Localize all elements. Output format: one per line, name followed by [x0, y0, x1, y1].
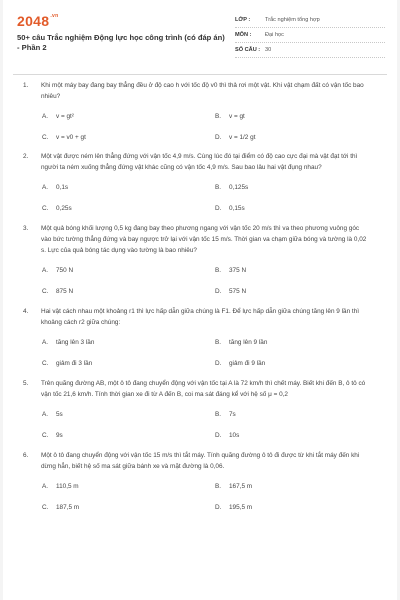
meta-table — [235, 13, 385, 58]
question-list — [3, 80, 397, 510]
options-grid — [3, 173, 397, 211]
meta-value: Trắc nghiệm tổng hợp — [265, 17, 320, 23]
meta-value: Đại học — [265, 32, 284, 38]
options-grid — [3, 102, 397, 140]
options-grid — [3, 400, 397, 438]
option-c[interactable]: C. 9s — [42, 432, 63, 439]
question-body: Một vật được ném lên thẳng đứng với vận tốc 4,9 m/s. Cùng lúc đó tại điểm có độ cao cực đại mà vật đạt tới thì người ta ném xuống thẳng đứng vật khác cũng có vận tốc 4,9 m/s. Sau bao lâu hai vật đụng nhau? — [41, 153, 358, 171]
option-a[interactable]: A. v = gt² — [42, 113, 74, 120]
meta-label: MÔN : — [235, 32, 252, 38]
option-a[interactable]: A. 110,5 m — [42, 483, 79, 490]
question-text — [3, 151, 397, 173]
option-d[interactable]: D. 0,15s — [215, 205, 245, 212]
option-a[interactable]: A. tăng lên 3 lần — [42, 339, 95, 346]
option-d[interactable]: D. 575 N — [215, 288, 247, 295]
question-block — [3, 306, 397, 366]
option-a[interactable]: A. 5s — [42, 411, 63, 418]
meta-row-subject — [235, 28, 385, 43]
question-number: 6. — [23, 452, 29, 459]
question-number: 1. — [23, 82, 29, 89]
question-block — [3, 223, 397, 294]
question-text — [3, 223, 397, 256]
meta-label: LỚP : — [235, 17, 251, 23]
question-block — [3, 80, 397, 140]
question-body: Một quả bóng khối lượng 0,5 kg đang bay theo phương ngang với vận tốc 20 m/s thì va theo phương vuông góc vào bức tường thẳng đứng và bay ngược trở lại với vận tốc 15 m/s. Thời gian va chạm giữa bóng và tường là 0,02 s. Lực của quả bóng tác dụng vào tường là bao nhiêu? — [41, 225, 367, 254]
options-grid — [3, 256, 397, 294]
question-body: Hai vật cách nhau một khoảng r1 thì lực hấp dẫn giữa chúng là F1. Để lực hấp dẫn giữa chúng tăng lên 9 lần thì khoảng cách r2 giữa chúng: — [41, 308, 360, 326]
header — [3, 0, 397, 64]
option-a[interactable]: A. 750 N — [42, 267, 74, 274]
question-text — [3, 378, 397, 400]
option-b[interactable]: B. 0,125s — [215, 184, 249, 191]
logo-text: 2048 — [17, 13, 50, 29]
question-body: Trên quãng đường AB, một ô tô đang chuyển động với vận tốc tại A là 72 km/h thì chết máy. Biết khi đến B, ô tô có vận tốc 21,6 km/h. Tính thời gian xe đi từ A đến B, coi ma sát đáng kể với hệ số μ = 0,2 — [41, 380, 366, 398]
question-number: 3. — [23, 225, 29, 232]
question-body: Một ô tô đang chuyển động với vận tốc 15 m/s thì tắt máy. Tính quãng đường ô tô đi được từ khi tắt máy đến khi dừng hẳn, biết hệ số ma sát giữa bánh xe và mặt đường là 0,06. — [41, 452, 360, 470]
question-number: 5. — [23, 380, 29, 387]
question-number: 4. — [23, 308, 29, 315]
meta-row-class — [235, 13, 385, 28]
option-b[interactable]: B. 375 N — [215, 267, 247, 274]
option-b[interactable]: B. v = gt — [215, 113, 245, 120]
question-block — [3, 450, 397, 510]
question-text — [3, 450, 397, 472]
site-logo[interactable] — [17, 13, 58, 29]
option-b[interactable]: B. 167,5 m — [215, 483, 253, 490]
option-b[interactable]: B. 7s — [215, 411, 236, 418]
option-b[interactable]: B. tăng lên 9 lần — [215, 339, 268, 346]
logo-suffix: .vn — [50, 13, 59, 19]
option-d[interactable]: D. 195,5 m — [215, 504, 253, 511]
option-c[interactable]: C. v = v0 + gt — [42, 134, 86, 141]
question-number: 2. — [23, 153, 29, 160]
option-d[interactable]: D. v = 1/2 gt — [215, 134, 256, 141]
options-grid — [3, 328, 397, 366]
question-text — [3, 306, 397, 328]
meta-label: SỐ CÂU : — [235, 47, 261, 53]
meta-value: 30 — [265, 47, 272, 53]
option-d[interactable]: D. 10s — [215, 432, 240, 439]
question-block — [3, 378, 397, 438]
header-divider — [13, 74, 387, 75]
option-c[interactable]: C. 875 N — [42, 288, 74, 295]
meta-row-count — [235, 43, 385, 58]
option-c[interactable]: C. 187,5 m — [42, 504, 80, 511]
option-c[interactable]: C. 0,25s — [42, 205, 72, 212]
question-text — [3, 80, 397, 102]
option-a[interactable]: A. 0,1s — [42, 184, 69, 191]
option-c[interactable]: C. giảm đi 3 lần — [42, 360, 93, 367]
option-d[interactable]: D. giảm đi 9 lần — [215, 360, 266, 367]
question-block — [3, 151, 397, 211]
options-grid — [3, 472, 397, 510]
question-body: Khi một máy bay đang bay thẳng đều ở độ cao h với tốc độ v0 thì thả rơi một vật. Khi vật chạm đất có vận tốc bao nhiêu? — [41, 82, 364, 100]
page — [3, 0, 397, 600]
page-title: 50+ câu Trắc nghiệm Động lực học công trình (có đáp án) - Phần 2 — [17, 33, 225, 52]
